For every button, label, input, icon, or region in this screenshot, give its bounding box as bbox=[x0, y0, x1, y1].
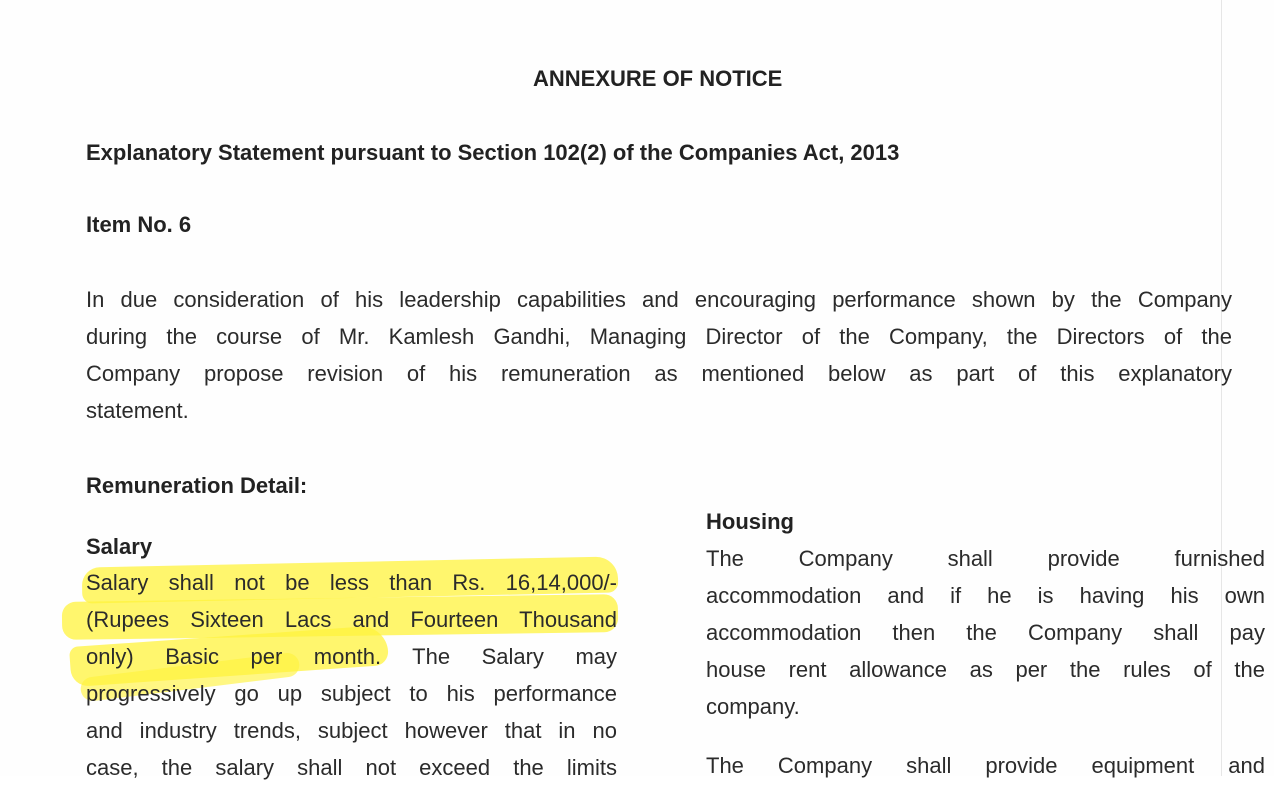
document-subtitle: Explanatory Statement pursuant to Section 102(2) of the Companies Act, 2013 bbox=[86, 140, 900, 165]
housing-line: accommodation and if he is having his own bbox=[706, 583, 1265, 608]
housing-heading: Housing bbox=[706, 509, 794, 534]
salary-line: and industry trends, subject however that in no bbox=[86, 718, 617, 743]
intro-line: In due consideration of his leadership capabilities and encouraging performance shown by the Company bbox=[86, 287, 1232, 312]
salary-line: only) Basic per month. The Salary may bbox=[86, 644, 617, 669]
intro-line: statement. bbox=[86, 398, 189, 423]
equipment-paragraph bbox=[706, 747, 1265, 784]
intro-paragraph bbox=[86, 281, 1232, 429]
salary-line: progressively go up subject to his performance bbox=[86, 681, 617, 706]
housing-line: house rent allowance as per the rules of the bbox=[706, 657, 1265, 682]
intro-line: Company propose revision of his remuneration as mentioned below as part of this explanatory bbox=[86, 361, 1232, 386]
salary-heading: Salary bbox=[86, 534, 153, 559]
remuneration-heading: Remuneration Detail: bbox=[86, 473, 308, 498]
housing-paragraph bbox=[706, 540, 1265, 725]
equipment-line: The Company shall provide equipment and bbox=[706, 753, 1265, 778]
housing-line: accommodation then the Company shall pay bbox=[706, 620, 1265, 645]
housing-line: company. bbox=[706, 694, 800, 719]
salary-line: Salary shall not be less than Rs. 16,14,000/- bbox=[86, 570, 617, 595]
document-title: ANNEXURE OF NOTICE bbox=[533, 66, 783, 91]
housing-line: The Company shall provide furnished bbox=[706, 546, 1265, 571]
salary-paragraph bbox=[86, 564, 617, 786]
intro-line: during the course of Mr. Kamlesh Gandhi, Managing Director of the Company, the Directors of the bbox=[86, 324, 1232, 349]
salary-line: case, the salary shall not exceed the limits bbox=[86, 755, 617, 780]
item-heading: Item No. 6 bbox=[86, 212, 192, 237]
salary-line: (Rupees Sixteen Lacs and Fourteen Thousand bbox=[86, 607, 617, 632]
